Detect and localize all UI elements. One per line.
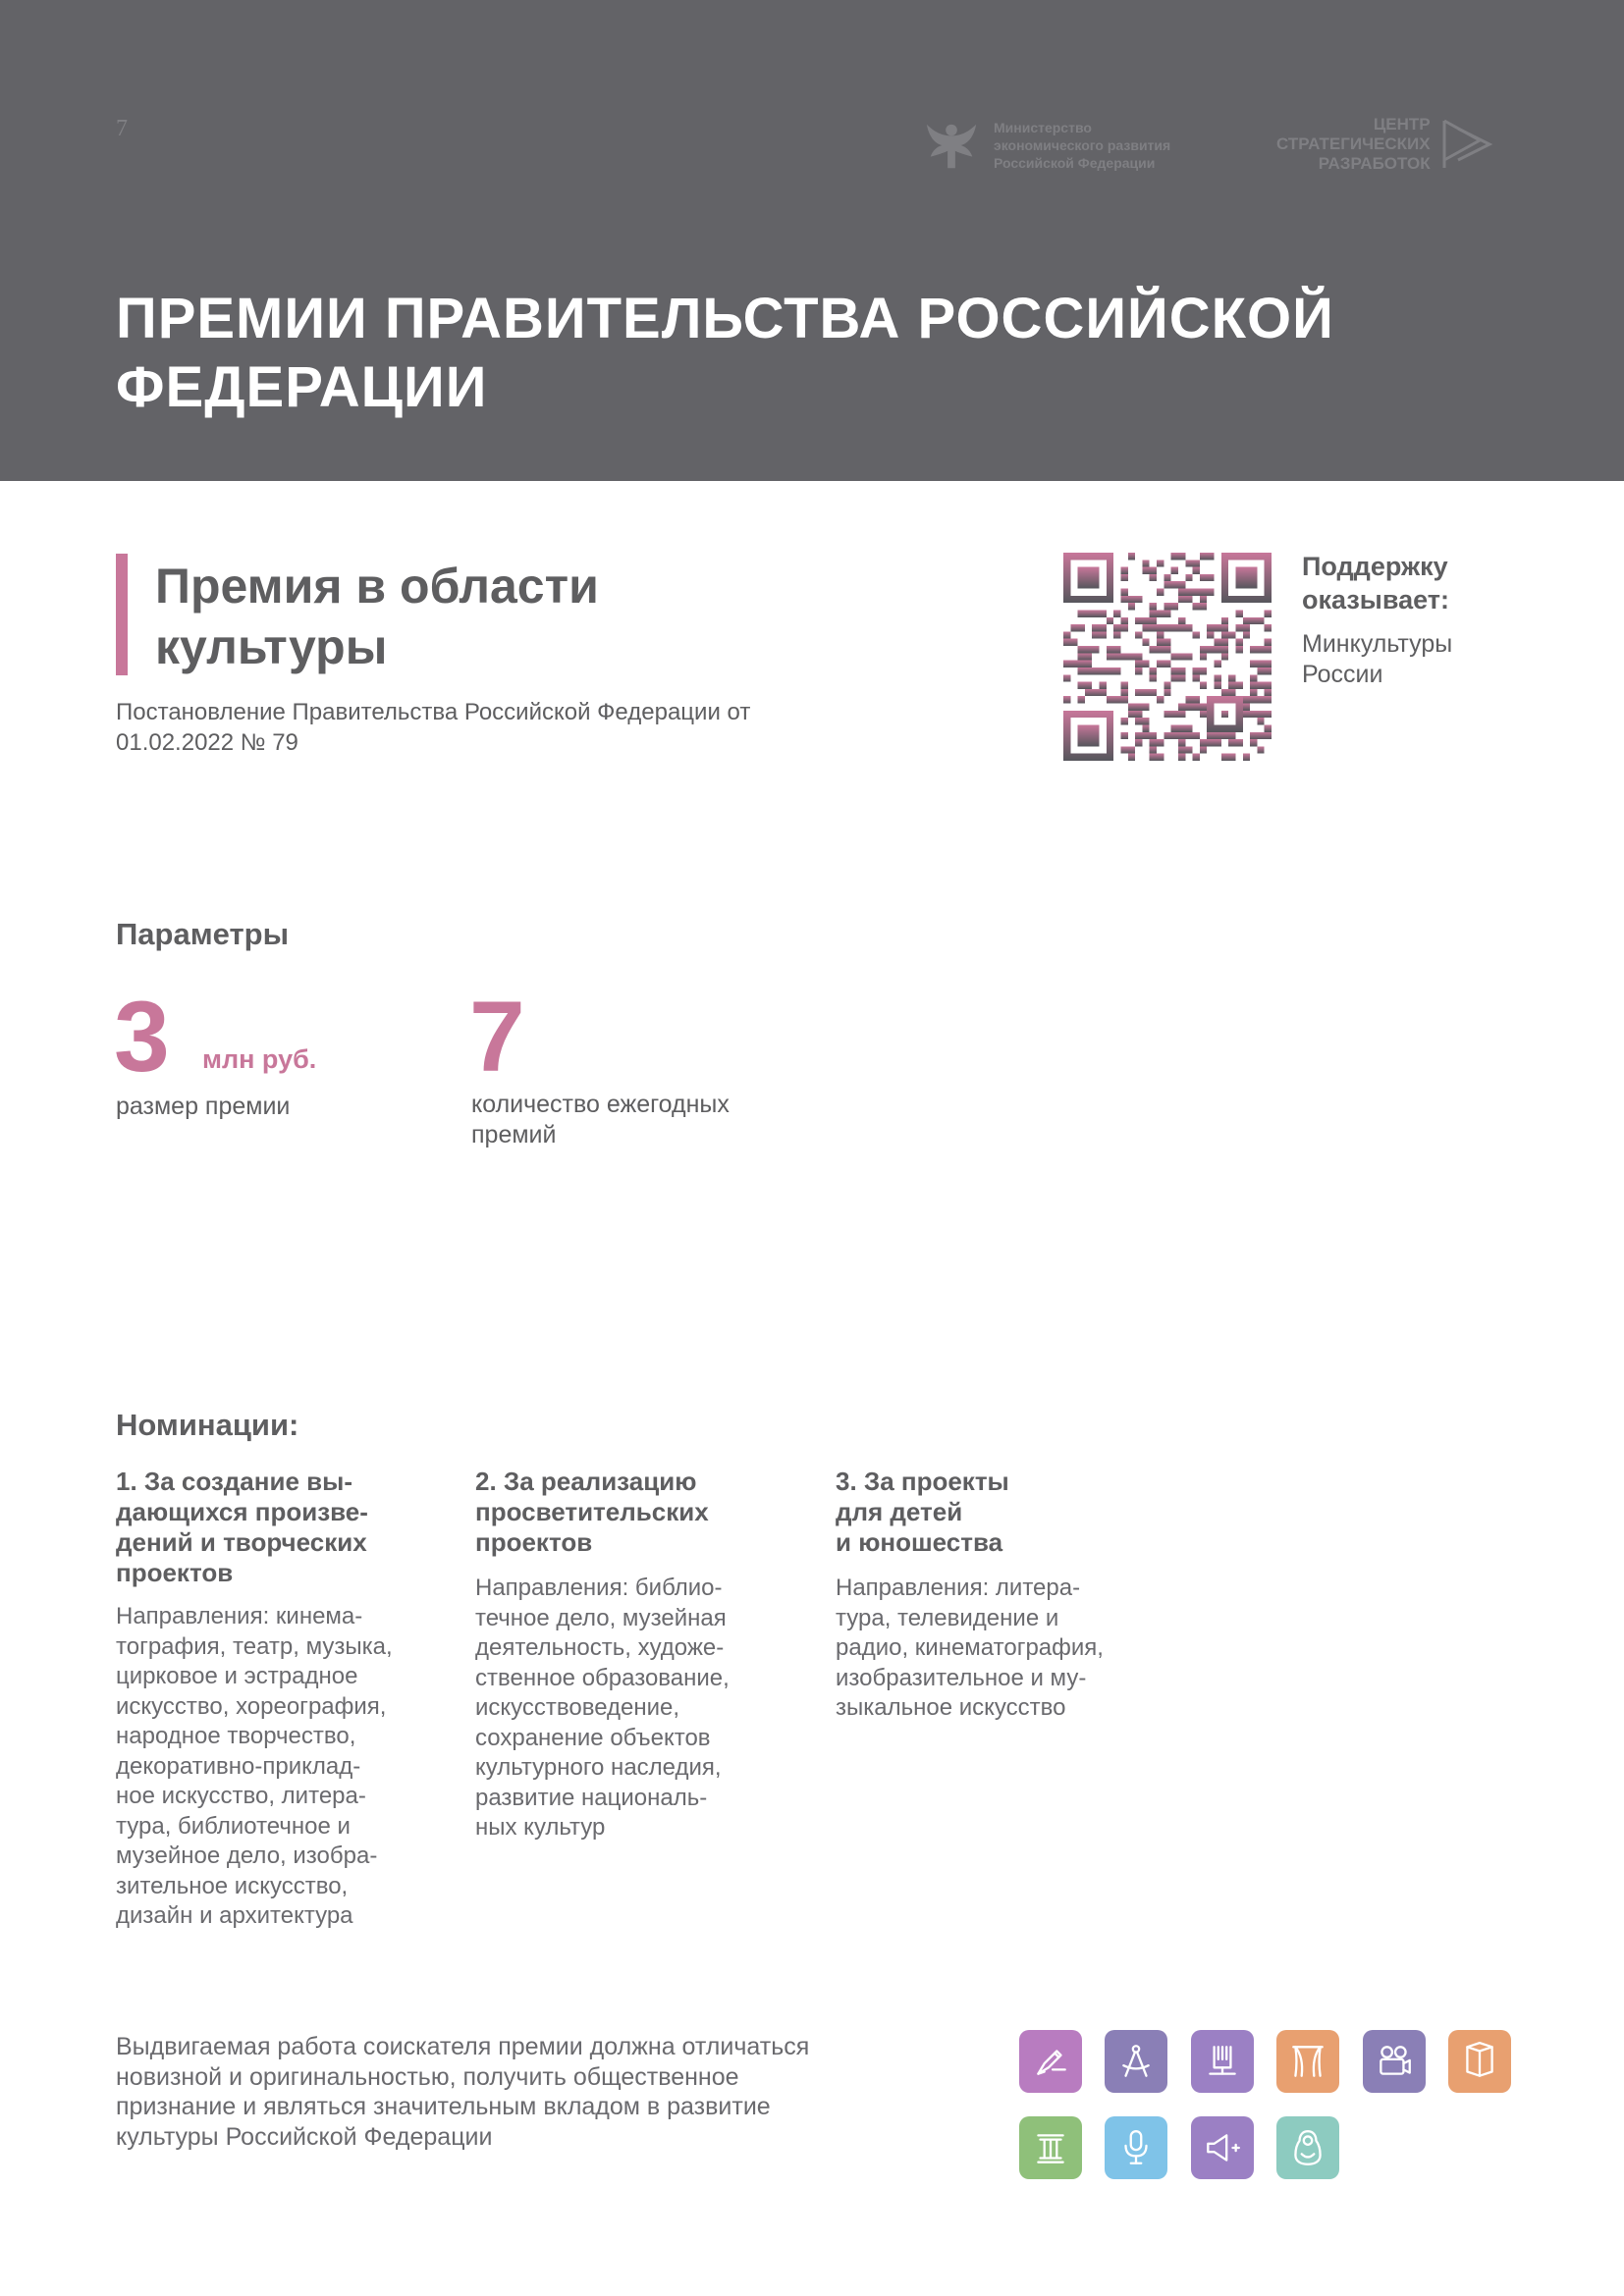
megaphone-icon (1191, 2116, 1254, 2179)
nomination-title: 3. За проекты для детей и юношества (836, 1467, 1009, 1557)
nomination-title: 1. За создание вы- дающихся произве- дений и творческих проектов (116, 1467, 368, 1587)
theater-curtain-icon (1276, 2030, 1339, 2093)
column-icon (1019, 2116, 1082, 2179)
double-headed-eagle-icon (923, 117, 980, 174)
nomination-directions: Направления: кинема- тография, театр, музыка, цирковое и эстрадное искусство, хореография, народное творчество, декоративно-приклад- ное искусство, литера- тура, библиотечное и музейное дело, изобра- зительное искусство, дизайн и архитектура (116, 1603, 393, 1929)
ministry-line-3: Российской Федерации (994, 155, 1156, 171)
support-title: Поддержку оказывает: (1302, 552, 1449, 614)
prize-title: Премия в области культуры (155, 559, 599, 674)
nomination-1 (116, 1467, 430, 1932)
prize-amount-label: размер премии (116, 1093, 291, 1120)
nomination-directions: Направления: литера- тура, телевидение и радио, кинематография, изобразительное и му- зыкальное искусство (836, 1575, 1104, 1721)
ministry-line-1: Министерство (994, 120, 1092, 135)
ministry-logo (923, 116, 1218, 175)
matryoshka-icon (1276, 2116, 1339, 2179)
decree-reference: Постановление Правительства Российской Федерации от 01.02.2022 № 79 (116, 699, 751, 756)
prize-count-label-text: количество ежегодных премий (471, 1091, 730, 1148)
footer-note: Выдвигаемая работа соискателя премии должна отличаться новизной и оригинальностью, получить общественное признание и являться значительным вкладом в развитие культуры Российской Федерации (116, 2033, 810, 2151)
qr-code[interactable] (1063, 553, 1272, 761)
drafting-compass-icon (1105, 2030, 1167, 2093)
ministry-line-2: экономического развития (994, 137, 1171, 153)
nomination-2 (475, 1467, 789, 1843)
page-title: ПРЕМИИ ПРАВИТЕЛЬСТВА РОССИЙСКОЙ ФЕДЕРАЦИИ (116, 287, 1334, 419)
support-organization: Минкультуры России (1302, 630, 1453, 688)
parameters-heading: Параметры (116, 917, 290, 951)
prize-amount-unit: млн руб. (202, 1044, 317, 1074)
film-camera-icon (1363, 2030, 1426, 2093)
csr-logo-text (1276, 115, 1431, 174)
microphone-icon (1105, 2116, 1167, 2179)
prize-amount-value: 3 (114, 981, 170, 1093)
csr-logo (1276, 112, 1512, 177)
open-book-icon (1448, 2030, 1511, 2093)
csr-line-1: ЦЕНТР (1373, 115, 1431, 133)
csr-arrow-icon (1438, 115, 1493, 174)
prize-count-value: 7 (469, 981, 525, 1093)
page-number: 7 (116, 116, 128, 141)
pen-nib-icon (1019, 2030, 1082, 2093)
nomination-directions: Направления: библио- течное дело, музейная деятельность, художе- ственное образование, искусствоведение, сохранение объектов культурного наследия, развитие националь- ных культур (475, 1575, 730, 1841)
nominations-heading: Номинации: (116, 1408, 299, 1442)
csr-line-2: СТРАТЕГИЧЕСКИХ (1276, 134, 1431, 153)
nomination-3 (836, 1467, 1150, 1724)
piano-icon (1191, 2030, 1254, 2093)
ministry-logo-text (994, 119, 1170, 172)
prize-count-label (471, 1090, 736, 1150)
nomination-title: 2. За реализацию просветительских проектов (475, 1467, 709, 1557)
csr-line-3: РАЗРАБОТОК (1318, 154, 1431, 173)
accent-bar (116, 554, 128, 675)
